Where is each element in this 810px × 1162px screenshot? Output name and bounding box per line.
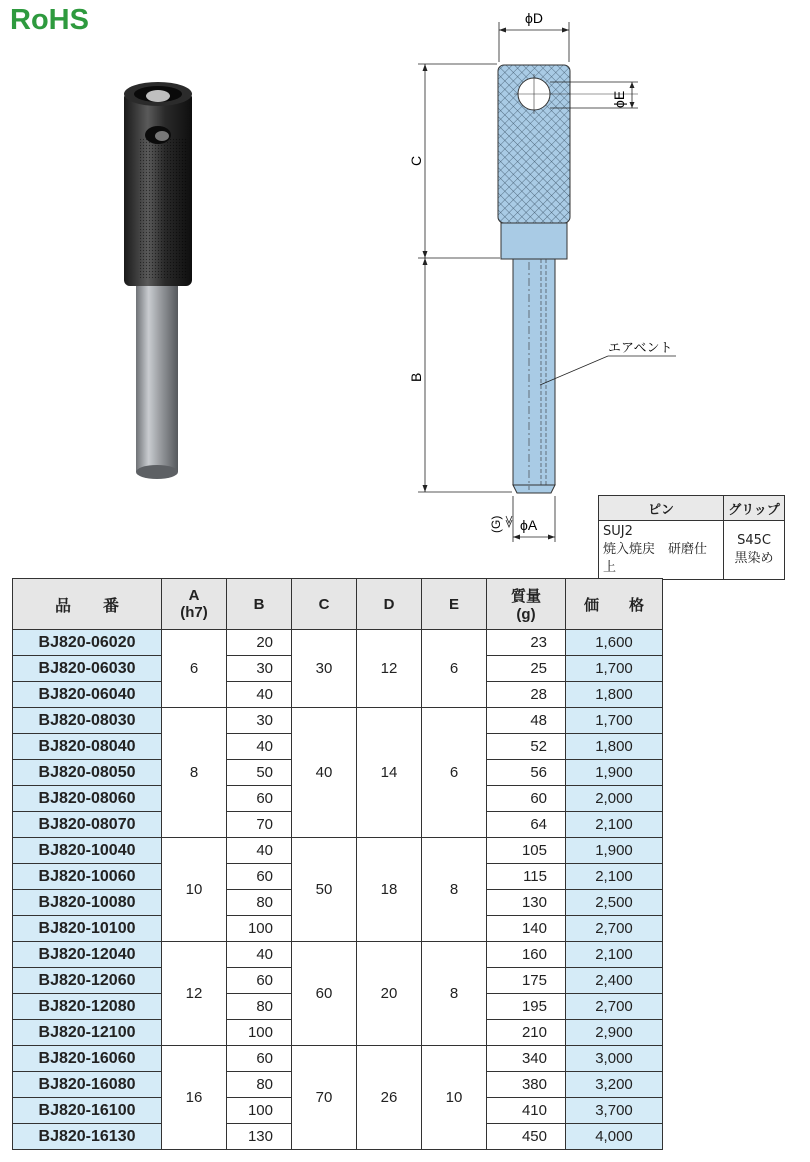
a-cell: 6 [162, 630, 227, 708]
mass-cell: 25 [487, 656, 566, 682]
e-cell: 6 [422, 630, 487, 708]
e-cell: 10 [422, 1046, 487, 1150]
mass-cell: 380 [487, 1072, 566, 1098]
part-number-cell: BJ820-12060 [13, 968, 162, 994]
b-cell: 130 [227, 1124, 292, 1150]
price-cell: 1,700 [566, 708, 663, 734]
pin-material-line1: SUJ2 [603, 524, 633, 539]
header-e: E [422, 579, 487, 630]
mass-cell: 60 [487, 786, 566, 812]
b-cell: 60 [227, 786, 292, 812]
label-d: ϕD [525, 10, 543, 26]
label-air-vent: エアベント [608, 341, 673, 356]
mass-cell: 52 [487, 734, 566, 760]
header-a-line2: (h7) [180, 604, 208, 621]
header-mass [487, 579, 566, 630]
label-b: B [408, 372, 424, 382]
materials-header-pin: ピン [599, 496, 724, 521]
c-cell: 70 [292, 1046, 357, 1150]
a-cell: 12 [162, 942, 227, 1046]
b-cell: 80 [227, 890, 292, 916]
mass-cell: 195 [487, 994, 566, 1020]
d-cell: 26 [357, 1046, 422, 1150]
part-number-cell: BJ820-08060 [13, 786, 162, 812]
b-cell: 40 [227, 682, 292, 708]
d-cell: 20 [357, 942, 422, 1046]
mass-cell: 28 [487, 682, 566, 708]
materials-header-grip: グリップ [724, 496, 785, 521]
header-mass-line1: 質量 [510, 588, 541, 605]
b-cell: 80 [227, 1072, 292, 1098]
price-cell: 2,700 [566, 994, 663, 1020]
b-cell: 20 [227, 630, 292, 656]
price-cell: 2,400 [566, 968, 663, 994]
mass-cell: 130 [487, 890, 566, 916]
table-row [13, 1046, 663, 1072]
b-cell: 60 [227, 864, 292, 890]
header-mass-line2: (g) [516, 606, 536, 623]
b-cell: 50 [227, 760, 292, 786]
part-number-cell: BJ820-08040 [13, 734, 162, 760]
part-number-cell: BJ820-06040 [13, 682, 162, 708]
price-cell: 1,800 [566, 734, 663, 760]
e-cell: 8 [422, 942, 487, 1046]
price-cell: 1,700 [566, 656, 663, 682]
price-cell: 1,800 [566, 682, 663, 708]
price-cell: 2,100 [566, 864, 663, 890]
part-number-cell: BJ820-10060 [13, 864, 162, 890]
header-part-no: 品 番 [13, 579, 162, 630]
b-cell: 100 [227, 1020, 292, 1046]
mass-cell: 340 [487, 1046, 566, 1072]
pin-material-line2: 焼入焼戻 研磨仕上 [603, 542, 708, 575]
price-cell: 2,500 [566, 890, 663, 916]
mass-cell: 23 [487, 630, 566, 656]
price-cell: 4,000 [566, 1124, 663, 1150]
part-number-cell: BJ820-06030 [13, 656, 162, 682]
d-cell: 12 [357, 630, 422, 708]
price-cell: 2,100 [566, 812, 663, 838]
b-cell: 30 [227, 708, 292, 734]
mass-cell: 56 [487, 760, 566, 786]
part-number-cell: BJ820-12100 [13, 1020, 162, 1046]
materials-table [598, 495, 785, 580]
label-a: ϕA [520, 517, 538, 533]
mass-cell: 105 [487, 838, 566, 864]
b-cell: 80 [227, 994, 292, 1020]
b-cell: 40 [227, 942, 292, 968]
mass-cell: 64 [487, 812, 566, 838]
c-cell: 30 [292, 630, 357, 708]
header-a [162, 579, 227, 630]
part-number-cell: BJ820-16130 [13, 1124, 162, 1150]
b-cell: 30 [227, 656, 292, 682]
a-cell: 8 [162, 708, 227, 838]
d-cell: 14 [357, 708, 422, 838]
part-number-cell: BJ820-08050 [13, 760, 162, 786]
price-cell: 1,900 [566, 760, 663, 786]
price-cell: 1,900 [566, 838, 663, 864]
mass-cell: 410 [487, 1098, 566, 1124]
mass-cell: 450 [487, 1124, 566, 1150]
b-cell: 70 [227, 812, 292, 838]
c-cell: 50 [292, 838, 357, 942]
label-c: C [408, 155, 424, 166]
mass-cell: 115 [487, 864, 566, 890]
a-cell: 16 [162, 1046, 227, 1150]
part-number-cell: BJ820-10080 [13, 890, 162, 916]
b-cell: 40 [227, 838, 292, 864]
grip-material-line2: 黒染め [734, 551, 774, 566]
b-cell: 40 [227, 734, 292, 760]
label-e: ϕE [611, 90, 627, 108]
mass-cell: 140 [487, 916, 566, 942]
part-number-cell: BJ820-10040 [13, 838, 162, 864]
table-row [13, 838, 663, 864]
d-cell: 18 [357, 838, 422, 942]
part-number-cell: BJ820-12040 [13, 942, 162, 968]
part-number-cell: BJ820-16100 [13, 1098, 162, 1124]
label-g: (G) [489, 515, 503, 533]
b-cell: 100 [227, 916, 292, 942]
price-cell: 2,100 [566, 942, 663, 968]
header-b: B [227, 579, 292, 630]
price-cell: 3,200 [566, 1072, 663, 1098]
part-number-cell: BJ820-16060 [13, 1046, 162, 1072]
table-row [13, 630, 663, 656]
c-cell: 40 [292, 708, 357, 838]
a-cell: 10 [162, 838, 227, 942]
spec-header-row [13, 579, 663, 630]
spec-table [12, 578, 663, 1150]
e-cell: 6 [422, 708, 487, 838]
pin-material [599, 521, 724, 580]
part-number-cell: BJ820-08070 [13, 812, 162, 838]
table-row [13, 942, 663, 968]
header-c: C [292, 579, 357, 630]
price-cell: 2,900 [566, 1020, 663, 1046]
price-cell: 2,700 [566, 916, 663, 942]
price-cell: 3,700 [566, 1098, 663, 1124]
part-number-cell: BJ820-06020 [13, 630, 162, 656]
header-d: D [357, 579, 422, 630]
dimension-drawing [380, 0, 810, 560]
b-cell: 60 [227, 1046, 292, 1072]
rohs-logo: RoHS [10, 4, 89, 36]
c-cell: 60 [292, 942, 357, 1046]
part-number-cell: BJ820-10100 [13, 916, 162, 942]
part-number-cell: BJ820-08030 [13, 708, 162, 734]
header-price: 価 格 [566, 579, 663, 630]
grip-material [724, 521, 785, 580]
mass-cell: 48 [487, 708, 566, 734]
price-cell: 3,000 [566, 1046, 663, 1072]
mass-cell: 175 [487, 968, 566, 994]
price-cell: 2,000 [566, 786, 663, 812]
header-a-line1: A [188, 587, 200, 604]
table-row [13, 708, 663, 734]
part-number-cell: BJ820-16080 [13, 1072, 162, 1098]
e-cell: 8 [422, 838, 487, 942]
mass-cell: 210 [487, 1020, 566, 1046]
b-cell: 100 [227, 1098, 292, 1124]
b-cell: 60 [227, 968, 292, 994]
price-cell: 1,600 [566, 630, 663, 656]
product-photo [118, 78, 208, 482]
mass-cell: 160 [487, 942, 566, 968]
grip-material-line1: S45C [737, 533, 771, 548]
part-number-cell: BJ820-12080 [13, 994, 162, 1020]
